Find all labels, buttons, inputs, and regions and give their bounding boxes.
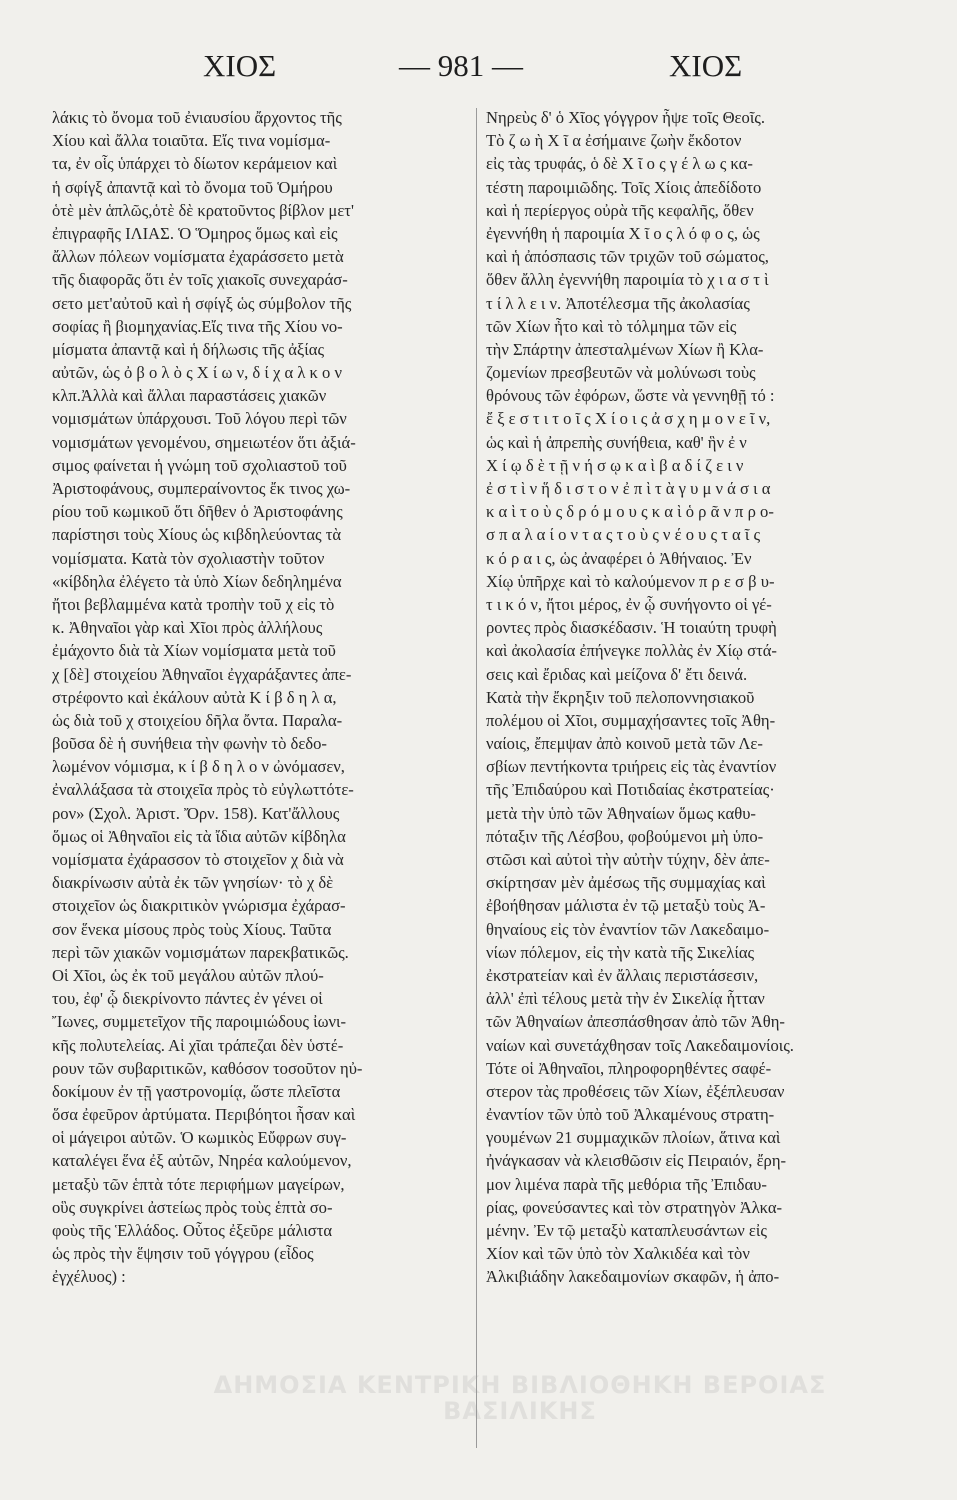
text-line: σ π α λ α ί ο ν τ α ς τ ο ὺ ς ν έ ο υ ς τ α ῖ ς bbox=[486, 525, 761, 545]
page-number: — 981 — bbox=[399, 48, 523, 83]
text-line: ὡς πρὸς τὴν ἕψησιν τοῦ γόγγρου (εἶδος bbox=[52, 1244, 314, 1264]
text-line: ἐγχέλυος) : bbox=[52, 1267, 126, 1287]
text-line: πολέμου οἱ Χῖοι, συμμαχήσαντες τοῖς Ἀθη- bbox=[486, 710, 776, 730]
text-line: του, ἐφ' ᾧ διεκρίνοντο πάντες ἐν γένει οἱ bbox=[52, 989, 323, 1009]
text-line: οἱ μάγειροι αὐτῶν. Ὁ κωμικὸς Εὔφρων συγ- bbox=[52, 1128, 347, 1148]
text-line: Οἱ Χῖοι, ὡς ἐκ τοῦ μεγάλου αὐτῶν πλού- bbox=[52, 965, 324, 985]
text-line: ἐπιγραφῆς ΙΛΙΑΣ. Ὁ Ὅμηρος ὅμως καὶ εἰς bbox=[52, 223, 338, 243]
text-line: νομίσματα ἐχάρασσον τὸ στοιχεῖον χ διὰ νὰ bbox=[52, 850, 344, 869]
text-line: καὶ ἡ ἀπόσπασις τῶν τριχῶν τοῦ σώματος, bbox=[486, 247, 769, 267]
text-line: μετὰ τὴν ὑπὸ τῶν Ἀθηναίων ὅμως καθυ- bbox=[486, 803, 756, 823]
text-line: ρίας, φονεύσαντες καὶ τὸν στρατηγὸν Ἀλκα- bbox=[486, 1197, 783, 1217]
text-line: λάκις τὸ ὄνομα τοῦ ἐνιαυσίου ἄρχοντος τῆς bbox=[52, 108, 342, 127]
text-line: στρέφοντο καὶ ἐκάλουν αὐτὰ Κ ί β δ η λ α, bbox=[52, 687, 337, 707]
text-line: ἐκστρατείαν καὶ ἐν ἄλλαις περιστάσεσιν, bbox=[486, 965, 759, 985]
text-line: ὡς διὰ τοῦ χ στοιχείου δῆλα ὄντα. Παραλα- bbox=[52, 710, 343, 730]
text-line: μεταξὺ τῶν ἑπτὰ τότε περιφήμων μαγείρων, bbox=[52, 1174, 345, 1194]
text-line: σιμος φαίνεται ἡ γνώμη τοῦ σχολιαστοῦ τοῦ bbox=[52, 455, 347, 475]
text-line: θηναίους εἰς τὸν ἐναντίον τῶν Λακεδαιμο- bbox=[486, 919, 770, 939]
text-line: ρίου τοῦ κωμικοῦ ὅτι δῆθεν ὁ Ἀριστοφάνης bbox=[52, 502, 343, 522]
text-line: τέστη παροιμιῶδης. Τοῖς Χίοις ἀπεδίδοτο bbox=[486, 177, 762, 197]
text-line: τ ι κ ό ν, ἤτοι μέρος, ἐν ᾧ συνήγοντο οἱ γέ- bbox=[486, 594, 772, 614]
text-line: Τὸ ζ ω ὴ Χ ῖ α ἐσήμαινε ζωὴν ἔκδοτον bbox=[486, 131, 742, 151]
text-line: ἡ σφίγξ ἀπαντᾷ καὶ τὸ ὄνομα τοῦ Ὁμήρου bbox=[52, 177, 333, 197]
text-line: τῆς Ἐπιδαύρου καὶ Ποτιδαίας ἐκστρατείας· bbox=[486, 780, 775, 800]
text-line: ἤτοι βεβλαμμένα κατὰ τροπὴν τοῦ χ εἰς τὸ bbox=[52, 594, 335, 614]
text-line: χ [δὲ] στοιχείου Ἀθηναῖοι ἐγχαράξαντες ἀπε- bbox=[52, 664, 352, 684]
text-line: ὡς καὶ ἡ ἀπρεπὴς συνήθεια, καθ' ἣν ἐ ν bbox=[486, 432, 747, 452]
column-divider bbox=[476, 108, 477, 1448]
text-line: πόταξιν τῆς Λέσβου, φοβούμενοι μὴ ὑπο- bbox=[486, 826, 764, 846]
text-line: παρίστησι τοὺς Χίους ὡς κιβδηλεύοντας τὰ bbox=[52, 525, 342, 545]
text-line: ὅμως οἱ Ἀθηναῖοι εἰς τὰ ἴδια αὐτῶν κίβδηλα bbox=[52, 826, 346, 846]
text-line: Ἀριστοφάνους, συμπεραίνοντος ἔκ τινος χω- bbox=[52, 479, 351, 498]
text-line: Χίῳ ὑπῆρχε καὶ τὸ καλούμενον π ρ ε σ β υ- bbox=[486, 571, 775, 591]
text-line: τ ί λ λ ε ι ν. Ἀποτέλεσμα τῆς ἀκολασίας bbox=[486, 293, 750, 313]
text-line: λωμένον νόμισμα, κ ί β δ η λ ο ν ὠνόμασεν, bbox=[52, 757, 345, 777]
library-watermark bbox=[200, 1372, 840, 1462]
text-line: κ ό ρ α ι ς, ὡς ἀναφέρει ὁ Ἀθήναιος. Ἐν bbox=[486, 548, 752, 568]
text-line: μίσματα ἀπαντᾷ καὶ ἡ δήλωσις τῆς ἀξίας bbox=[52, 339, 325, 359]
header-right-title: ΧΙΟΣ bbox=[669, 48, 743, 83]
text-line: στῶσι καὶ αὐτοὶ τὴν αὐτὴν τύχην, δὲν ἀπε- bbox=[486, 850, 770, 869]
text-line: σβίων πεντήκοντα τριήρεις εἰς τὰς ἐναντίον bbox=[486, 757, 777, 777]
text-line: ζομενίων πρεσβευτῶν νὰ μολύνωσι τοὺς bbox=[486, 363, 756, 383]
text-line: στερον τὰς προθέσεις τῶν Χίων, ἐξέπλευσαν bbox=[486, 1081, 785, 1101]
text-line: Ἀλκιβιάδην λακεδαιμονίων σκαφῶν, ἡ ἀπο- bbox=[486, 1267, 780, 1287]
right-column bbox=[486, 106, 888, 1289]
text-line: «κίβδηλα ἐλέγετο τὰ ὑπὸ Χίων δεδηλημένα bbox=[52, 571, 342, 591]
text-line: ἐναλλάξασα τὰ στοιχεῖα πρὸς τὸ εὐγλωττότε- bbox=[52, 780, 354, 800]
left-column bbox=[52, 106, 462, 1289]
text-line: τα, ἐν οἷς ὑπάρχει τὸ δίωτον κεράμειον καὶ bbox=[52, 154, 338, 174]
text-line: ἠνάγκασαν νὰ κλεισθῶσιν εἰς Πειραιόν, ἔρη- bbox=[486, 1151, 787, 1171]
text-line: σετο μετ'αὐτοῦ καὶ ἡ σφίγξ ὡς σύμβολον τῆς bbox=[52, 293, 352, 313]
text-line: Κατὰ τὴν ἔκρηξιν τοῦ πελοποννησιακοῦ bbox=[486, 687, 755, 707]
text-line: σοφίας ἢ βιομηχανίας.Εἴς τινα τῆς Χίου νο- bbox=[52, 316, 343, 336]
text-line: καταλέγει ἕνα ἐξ αὐτῶν, Νηρέα καλούμενον, bbox=[52, 1151, 352, 1171]
text-line: κ. Ἀθηναῖοι γὰρ καὶ Χῖοι πρὸς ἀλλήλους bbox=[52, 618, 323, 638]
text-line: γουμένων 21 συμμαχικῶν πλοίων, ἅτινα καὶ bbox=[486, 1128, 781, 1148]
text-line: σεις καὶ ἔριδας καὶ μείζονα δ' ἔτι δεινά. bbox=[486, 664, 748, 684]
text-line: ἀλλ' ἐπὶ τέλους μετὰ τὴν ἐν Σικελίᾳ ἧτταν bbox=[486, 989, 765, 1009]
text-line: ναίων καὶ συνετάχθησαν τοῖς Λακεδαιμονίοις. bbox=[486, 1035, 794, 1055]
text-line: οὓς συγκρίνει ἀστείως πρὸς τοὺς ἑπτὰ σο- bbox=[52, 1197, 333, 1217]
text-line: ρουν τῶν συβαριτικῶν, καθόσον τοσοῦτον ηὐ- bbox=[52, 1058, 363, 1078]
text-line: ἄλλων πόλεων νομίσματα ἐχαράσσετο μετὰ bbox=[52, 247, 344, 267]
text-line: διακρίνωσιν αὐτὰ ἐκ τῶν γνησίων· τὸ χ δὲ bbox=[52, 873, 334, 893]
text-line: τῶν Ἀθηναίων ἀπεσπάσθησαν ἀπὸ τῶν Ἀθη- bbox=[486, 1012, 785, 1032]
text-line: τῶν Χίων ἦτο καὶ τὸ τόλμημα τῶν εἰς bbox=[486, 316, 737, 336]
text-line: περὶ τῶν χιακῶν νομισμάτων παρεκβατικῶς. bbox=[52, 942, 349, 962]
text-line: μένην. Ἐν τῷ μεταξὺ καταπλευσάντων εἰς bbox=[486, 1221, 767, 1240]
text-line: καὶ ἀκολασία ἐπήνεγκε πολλὰς ἐν Χίῳ στά- bbox=[486, 641, 777, 661]
text-line: ὅθεν ἄλλη ἐγεννήθη παροιμία τὸ χ ι α σ τ ὶ bbox=[486, 270, 769, 290]
text-line: ἐβοήθησαν μάλιστα ἐν τῷ μεταξὺ τοὺς Ἀ- bbox=[486, 896, 766, 916]
text-line: Χίον καὶ τῶν ὑπὸ τὸν Χαλκιδέα καὶ τὸν bbox=[486, 1244, 750, 1264]
text-line: νίων πόλεμον, εἰς τὴν κατὰ τῆς Σικελίας bbox=[486, 942, 755, 962]
text-line: δοκίμουν ἐν τῇ γαστρονομίᾳ, ὥστε πλεῖστα bbox=[52, 1081, 341, 1101]
header-left-title: ΧΙΟΣ bbox=[203, 48, 277, 83]
text-line: φοὺς τῆς Ἑλλάδος. Οὗτος ἐξεῦρε μάλιστα bbox=[52, 1221, 333, 1240]
text-line: μον λιμένα παρὰ τῆς μεθόρια τῆς Ἐπιδαυ- bbox=[486, 1174, 767, 1194]
text-line: Χ ί ῳ δ ὲ τ ῇ ν ή σ ῳ κ α ὶ β α δ ί ζ ε ι ν bbox=[486, 455, 744, 475]
text-line: αὐτῶν, ὡς ὀ β ο λ ὸ ς Χ ί ω ν, δ ί χ α λ κ ο ν bbox=[52, 363, 342, 383]
text-line: ἐμάχοντο διὰ τὰ Χίων νομίσματα μετὰ τοῦ bbox=[52, 641, 336, 661]
text-line: κ α ὶ τ ο ὺ ς δ ρ ό μ ο υ ς κ α ὶ ὁ ρ ᾶ ν π ρ ο- bbox=[486, 502, 774, 522]
watermark-line-2: ΒΑΣΙΛΙΚΗΣ bbox=[443, 1397, 597, 1425]
text-line: ἐγεννήθη ἡ παροιμία Χ ῖ ο ς λ ό φ ο ς, ὡς bbox=[486, 223, 760, 243]
text-line: καὶ ἡ περίεργος οὐρὰ τῆς κεφαλῆς, ὅθεν bbox=[486, 200, 754, 220]
text-line: ἐ σ τ ὶ ν ἥ δ ι σ τ ο ν ἐ π ὶ τ ὰ γ υ μ ν ά σ ι α bbox=[486, 479, 771, 498]
text-line: τὴν Σπάρτην ἀπεσταλμένων Χίων ἢ Κλα- bbox=[486, 339, 764, 359]
text-line: στοιχεῖον ὡς διακριτικὸν γνώρισμα ἐχάρασ- bbox=[52, 896, 346, 916]
text-line: Νηρεὺς δ' ὁ Χῖος γόγγρον ἧψε τοῖς Θεοῖς. bbox=[486, 108, 765, 127]
text-line: ρον» (Σχολ. Ἀριστ. Ὄρν. 158). Κατ'ἄλλους bbox=[52, 803, 340, 823]
text-line: ὅσα ἐφεῦρον ἀρτύματα. Περιβόητοι ἦσαν καὶ bbox=[52, 1105, 356, 1125]
text-line: Τότε οἱ Ἀθηναῖοι, πληροφορηθέντες σαφέ- bbox=[486, 1058, 772, 1078]
text-line: ναίοις, ἔπεμψαν ἀπὸ κοινοῦ μετὰ τῶν Λε- bbox=[486, 734, 763, 754]
text-line: σκίρτησαν μὲν ἀμέσως τῆς συμμαχίας καὶ bbox=[486, 873, 766, 893]
text-line: βοῦσα δὲ ἡ συνήθεια τὴν φωνὴν τὸ δεδο- bbox=[52, 734, 327, 754]
text-line: νομισμάτων ὑπάρχουσι. Τοῦ λόγου περὶ τῶν bbox=[52, 409, 347, 429]
page-header bbox=[0, 48, 957, 88]
text-line: κῆς πολυτελείας. Αἱ χῖαι τράπεζαι δὲν ὑστέ- bbox=[52, 1035, 344, 1055]
text-line: ροντες πρὸς διασκέδασιν. Ἡ τοιαύτη τρυφὴ bbox=[486, 618, 777, 638]
text-line: εἰς τὰς τρυφάς, ὁ δὲ Χ ῖ ο ς γ έ λ ω ς κα- bbox=[486, 154, 753, 174]
text-line: νομισμάτων γενομένου, σημειωτέον ὅτι ἀξιά- bbox=[52, 432, 356, 452]
text-line: Ἴωνες, συμμετεῖχον τῆς παροιμιώδους ἰωνι- bbox=[52, 1012, 347, 1032]
text-line: ὁτὲ μὲν ἁπλῶς,ὁτὲ δὲ κρατοῦντος βίβλον μετ' bbox=[52, 200, 354, 220]
text-line: ἐναντίον τῶν ὑπὸ τοῦ Ἀλκαμένους στρατη- bbox=[486, 1105, 775, 1125]
watermark-line-1: ΔΗΜΟΣΙΑ ΚΕΝΤΡΙΚΗ ΒΙΒΛΙΟΘΗΚΗ ΒΕΡΟΙΑΣ bbox=[213, 1371, 827, 1399]
text-line: κλπ.Ἀλλὰ καὶ ἄλλαι παραστάσεις χιακῶν bbox=[52, 386, 327, 406]
text-line: σον ἕνεκα μίσους πρὸς τοὺς Χίους. Ταῦτα bbox=[52, 919, 332, 939]
text-line: νομίσματα. Κατὰ τὸν σχολιαστὴν τοῦτον bbox=[52, 548, 325, 568]
text-line: θρόνους τῶν ἐφόρων, ὥστε νὰ γεννηθῇ τό : bbox=[486, 386, 775, 406]
text-line: Χίου καὶ ἄλλα τοιαῦτα. Εἴς τινα νομίσμα- bbox=[52, 131, 331, 151]
text-line: ἔ ξ ε σ τ ι τ ο ῖ ς Χ ί ο ι ς ἀ σ χ η μ ο ν ε ῖ ν, bbox=[486, 409, 771, 429]
text-line: τῆς διαφορᾶς ὅτι ἐν τοῖς χιακοῖς συνεχαράσ- bbox=[52, 270, 348, 290]
